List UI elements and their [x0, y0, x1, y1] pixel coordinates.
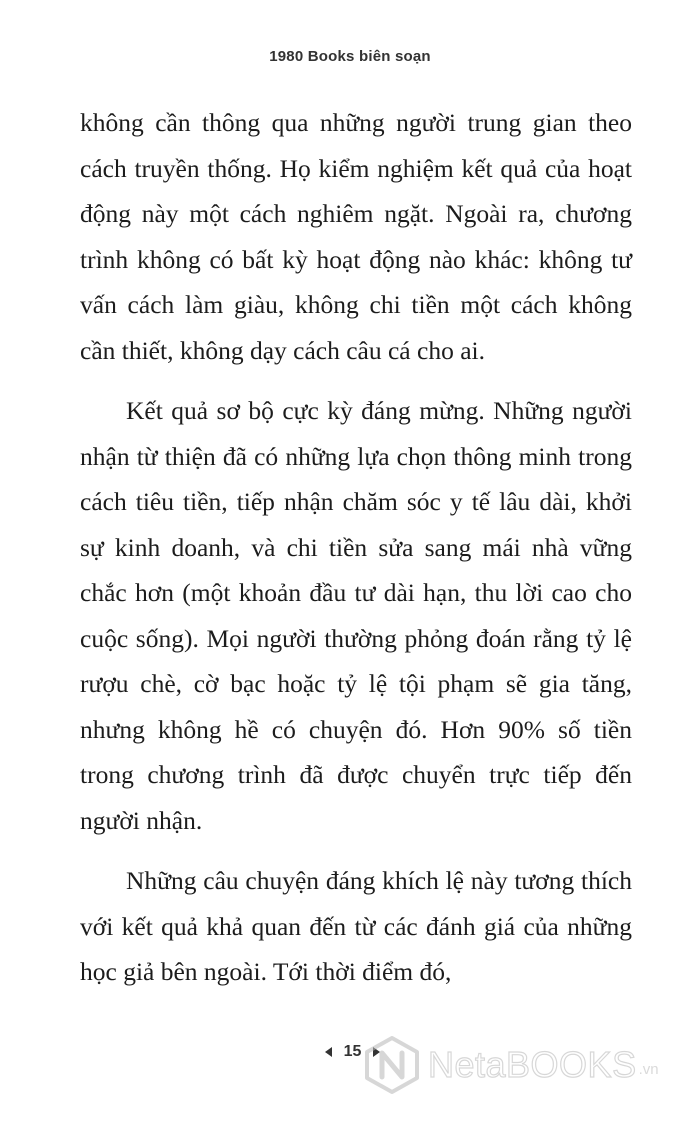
netabooks-watermark	[362, 1030, 682, 1100]
page-number: 15	[343, 1043, 362, 1060]
paragraph-1: không cần thông qua những người trung gian theo cách truyền thống. Họ kiểm nghiệm kết quả của hoạt động này một cách nghiêm ngặt. Ngoài ra, chương trình không có bất kỳ hoạt động nào khác: không tư vấn cách làm giàu, không chi tiền một cách không cần thiết, không dạy cách câu cá cho ai.	[80, 108, 632, 365]
watermark-brand-text: NetaBOOKS	[428, 1044, 637, 1085]
watermark-domain-suffix: .vn	[638, 1061, 659, 1078]
page-body	[80, 100, 632, 995]
paragraph-3: Những câu chuyện đáng khích lệ này tương thích với kết quả khả quan đến từ các đánh giá của những học giả bên ngoài. Tới thời điểm đó,	[80, 866, 632, 986]
running-header: 1980 Books biên soạn	[269, 48, 431, 65]
triangle-left-icon	[325, 1047, 332, 1057]
paragraph-2: Kết quả sơ bộ cực kỳ đáng mừng. Những người nhận từ thiện đã có những lựa chọn thông minh trong cách tiêu tiền, tiếp nhận chăm sóc y tế lâu dài, khởi sự kinh doanh, và chi tiền sửa sang mái nhà vững chắc hơn (một khoản đầu tư dài hạn, thu lời cao cho cuộc sống). Mọi người thường phỏng đoán rằng tỷ lệ rượu chè, cờ bạc hoặc tỷ lệ tội phạm sẽ gia tăng, nhưng không hề có chuyện đó. Hơn 90% số tiền trong chương trình đã được chuyển trực tiếp đến người nhận.	[80, 396, 632, 835]
netabooks-logo-icon	[362, 1035, 422, 1095]
